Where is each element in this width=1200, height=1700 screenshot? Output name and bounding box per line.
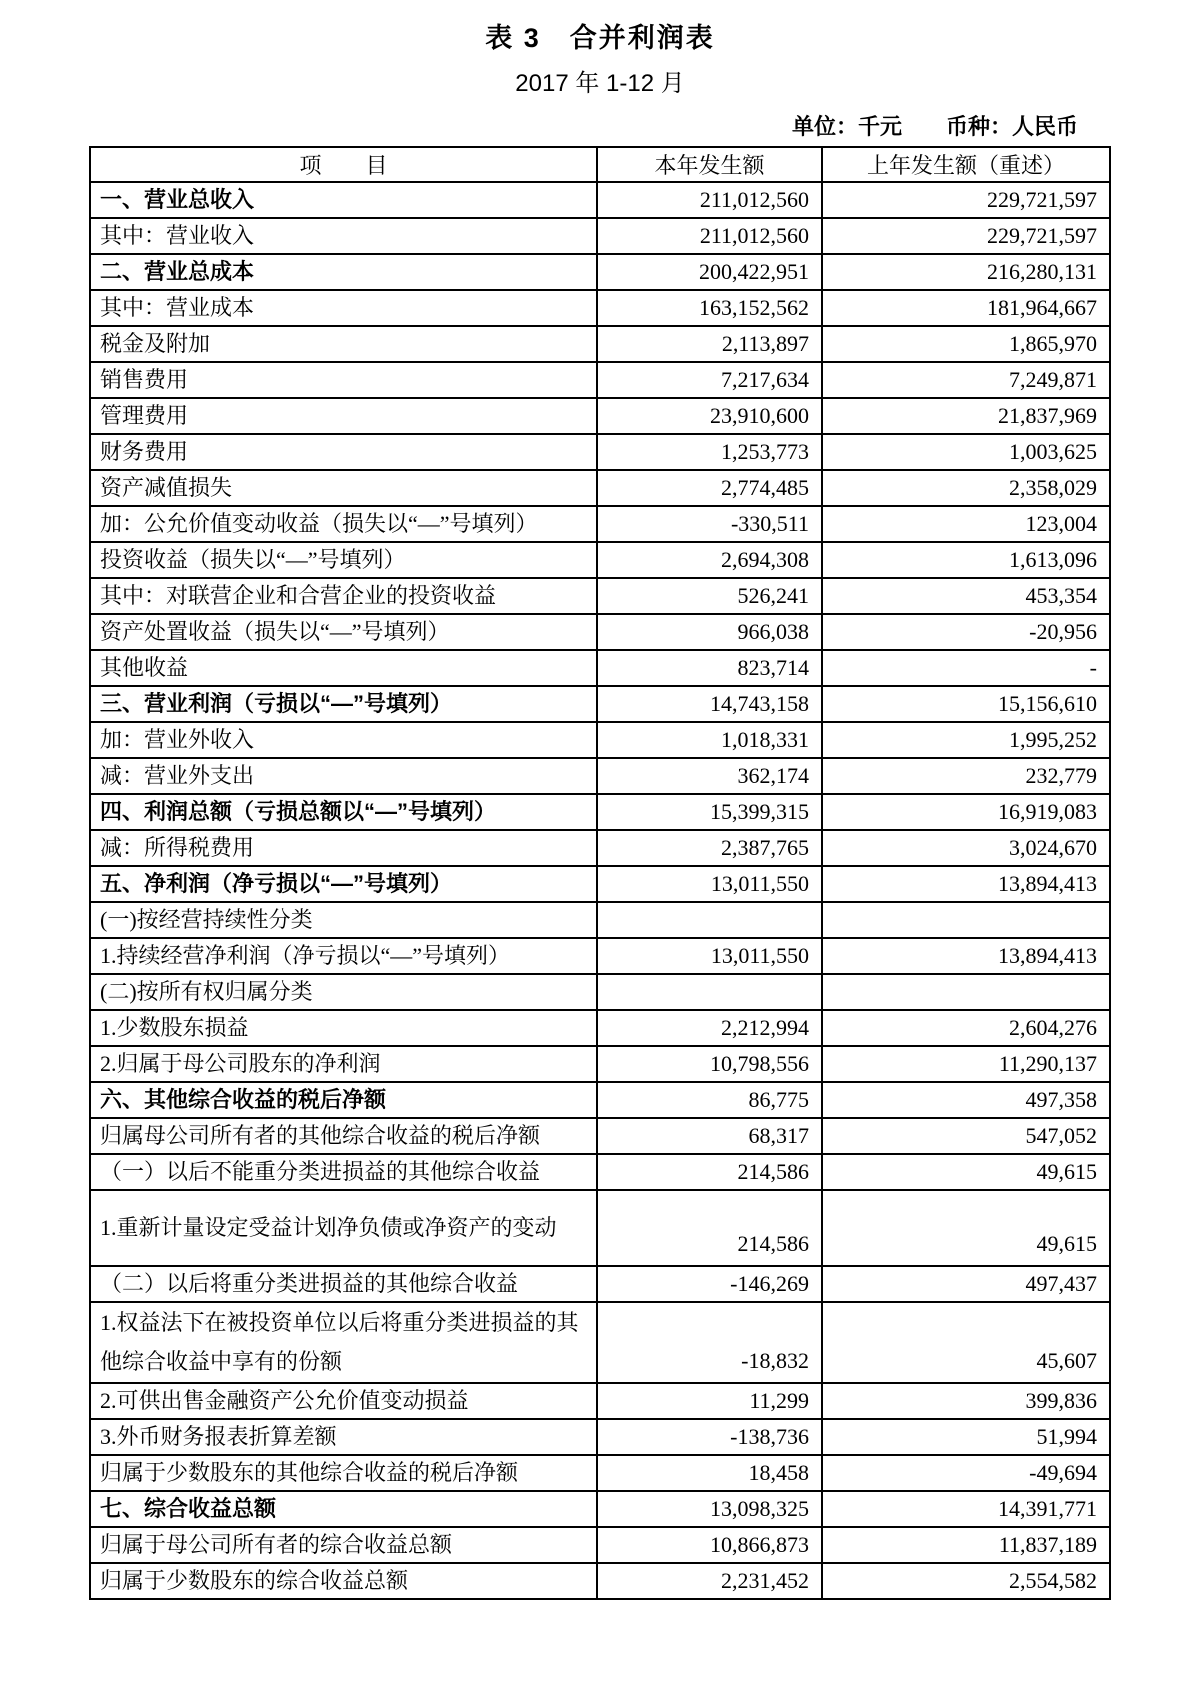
- table-row: [90, 1302, 1110, 1383]
- row-current-year-value: -138,736: [597, 1419, 822, 1455]
- table-row: [90, 1383, 1110, 1419]
- row-label: (一)按经营持续性分类: [90, 902, 597, 938]
- table-row: [90, 182, 1110, 218]
- table-row: [90, 650, 1110, 686]
- table-body: [90, 182, 1110, 1599]
- table-row: [90, 1455, 1110, 1491]
- row-prior-year-value: 2,554,582: [822, 1563, 1110, 1599]
- row-prior-year-value: 181,964,667: [822, 290, 1110, 326]
- row-prior-year-value: 13,894,413: [822, 938, 1110, 974]
- row-label: （二）以后将重分类进损益的其他综合收益: [90, 1266, 597, 1302]
- row-label: 2.归属于母公司股东的净利润: [90, 1046, 597, 1082]
- row-prior-year-value: 229,721,597: [822, 182, 1110, 218]
- table-row: [90, 362, 1110, 398]
- table-row: [90, 1190, 1110, 1266]
- row-label: 七、综合收益总额: [90, 1491, 597, 1527]
- table-row: [90, 974, 1110, 1010]
- row-current-year-value: 823,714: [597, 650, 822, 686]
- document-subtitle: 2017 年 1-12 月: [515, 70, 685, 97]
- document-title: 表 3 合并利润表: [485, 23, 715, 53]
- table-row: [90, 218, 1110, 254]
- table-row: [90, 1491, 1110, 1527]
- row-label: 资产减值损失: [90, 470, 597, 506]
- row-current-year-value: -18,832: [597, 1302, 822, 1383]
- row-label: 销售费用: [90, 362, 597, 398]
- row-prior-year-value: 232,779: [822, 758, 1110, 794]
- row-label: 1.重新计量设定受益计划净负债或净资产的变动: [90, 1190, 597, 1266]
- table-row: [90, 794, 1110, 830]
- row-label: 1.持续经营净利润（净亏损以“—”号填列）: [90, 938, 597, 974]
- row-current-year-value: -330,511: [597, 506, 822, 542]
- row-label: 1.权益法下在被投资单位以后将重分类进损益的其他综合收益中享有的份额: [90, 1302, 597, 1383]
- row-current-year-value: 11,299: [597, 1383, 822, 1419]
- row-prior-year-value: -49,694: [822, 1455, 1110, 1491]
- table-row: [90, 1118, 1110, 1154]
- table-row: [90, 470, 1110, 506]
- row-label: 归属于少数股东的其他综合收益的税后净额: [90, 1455, 597, 1491]
- row-label: 投资收益（损失以“—”号填列）: [90, 542, 597, 578]
- table-row: [90, 290, 1110, 326]
- row-prior-year-value: 453,354: [822, 578, 1110, 614]
- row-prior-year-value: 7,249,871: [822, 362, 1110, 398]
- row-current-year-value: 1,253,773: [597, 434, 822, 470]
- row-label: 3.外币财务报表折算差额: [90, 1419, 597, 1455]
- income-statement-table: [89, 146, 1111, 1600]
- row-current-year-value: [597, 902, 822, 938]
- table-row: [90, 1082, 1110, 1118]
- row-current-year-value: 163,152,562: [597, 290, 822, 326]
- row-prior-year-value: 51,994: [822, 1419, 1110, 1455]
- row-label: 其中：营业收入: [90, 218, 597, 254]
- table-row: [90, 1010, 1110, 1046]
- row-current-year-value: 2,231,452: [597, 1563, 822, 1599]
- row-label: 减：所得税费用: [90, 830, 597, 866]
- row-current-year-value: 7,217,634: [597, 362, 822, 398]
- row-prior-year-value: 21,837,969: [822, 398, 1110, 434]
- row-current-year-value: [597, 974, 822, 1010]
- row-current-year-value: 966,038: [597, 614, 822, 650]
- row-current-year-value: 15,399,315: [597, 794, 822, 830]
- row-label: 2.可供出售金融资产公允价值变动损益: [90, 1383, 597, 1419]
- row-label: 减：营业外支出: [90, 758, 597, 794]
- row-prior-year-value: 229,721,597: [822, 218, 1110, 254]
- row-prior-year-value: 1,995,252: [822, 722, 1110, 758]
- row-prior-year-value: 49,615: [822, 1190, 1110, 1266]
- row-current-year-value: 18,458: [597, 1455, 822, 1491]
- table-row: [90, 1419, 1110, 1455]
- column-header-item: 项 目: [90, 147, 597, 182]
- row-prior-year-value: 399,836: [822, 1383, 1110, 1419]
- row-label: 财务费用: [90, 434, 597, 470]
- row-current-year-value: 211,012,560: [597, 218, 822, 254]
- row-label: 加：营业外收入: [90, 722, 597, 758]
- table-row: [90, 398, 1110, 434]
- table-row: [90, 938, 1110, 974]
- column-header-prior-year: 上年发生额（重述）: [822, 147, 1110, 182]
- row-prior-year-value: 1,613,096: [822, 542, 1110, 578]
- table-row: [90, 1563, 1110, 1599]
- row-current-year-value: 2,113,897: [597, 326, 822, 362]
- row-current-year-value: 2,387,765: [597, 830, 822, 866]
- row-prior-year-value: [822, 902, 1110, 938]
- row-label: 管理费用: [90, 398, 597, 434]
- table-row: [90, 1046, 1110, 1082]
- table-row: [90, 722, 1110, 758]
- row-current-year-value: 2,774,485: [597, 470, 822, 506]
- row-prior-year-value: 15,156,610: [822, 686, 1110, 722]
- row-current-year-value: 86,775: [597, 1082, 822, 1118]
- row-prior-year-value: 14,391,771: [822, 1491, 1110, 1527]
- table-row: [90, 1266, 1110, 1302]
- table-header-row: [90, 147, 1110, 182]
- column-header-current-year: 本年发生额: [597, 147, 822, 182]
- row-current-year-value: 13,011,550: [597, 938, 822, 974]
- row-prior-year-value: 11,837,189: [822, 1527, 1110, 1563]
- table-row: [90, 866, 1110, 902]
- row-current-year-value: 10,866,873: [597, 1527, 822, 1563]
- row-current-year-value: 2,212,994: [597, 1010, 822, 1046]
- row-prior-year-value: 2,358,029: [822, 470, 1110, 506]
- table-row: [90, 578, 1110, 614]
- row-current-year-value: 211,012,560: [597, 182, 822, 218]
- table-row: [90, 614, 1110, 650]
- row-prior-year-value: 497,358: [822, 1082, 1110, 1118]
- row-current-year-value: 1,018,331: [597, 722, 822, 758]
- table-row: [90, 830, 1110, 866]
- row-prior-year-value: 123,004: [822, 506, 1110, 542]
- table-row: [90, 758, 1110, 794]
- row-label: 六、其他综合收益的税后净额: [90, 1082, 597, 1118]
- row-label: (二)按所有权归属分类: [90, 974, 597, 1010]
- table-row: [90, 542, 1110, 578]
- row-label: 三、营业利润（亏损以“—”号填列）: [90, 686, 597, 722]
- row-current-year-value: 14,743,158: [597, 686, 822, 722]
- table-row: [90, 254, 1110, 290]
- row-label: 1.少数股东损益: [90, 1010, 597, 1046]
- row-current-year-value: 214,586: [597, 1190, 822, 1266]
- table-row: [90, 326, 1110, 362]
- row-prior-year-value: 1,865,970: [822, 326, 1110, 362]
- row-prior-year-value: [822, 974, 1110, 1010]
- row-prior-year-value: 497,437: [822, 1266, 1110, 1302]
- row-prior-year-value: 547,052: [822, 1118, 1110, 1154]
- row-label: 归属母公司所有者的其他综合收益的税后净额: [90, 1118, 597, 1154]
- row-current-year-value: 23,910,600: [597, 398, 822, 434]
- table-row: [90, 1527, 1110, 1563]
- row-label: 二、营业总成本: [90, 254, 597, 290]
- row-label: 其他收益: [90, 650, 597, 686]
- table-row: [90, 902, 1110, 938]
- row-prior-year-value: 1,003,625: [822, 434, 1110, 470]
- row-current-year-value: -146,269: [597, 1266, 822, 1302]
- row-prior-year-value: 11,290,137: [822, 1046, 1110, 1082]
- row-prior-year-value: 45,607: [822, 1302, 1110, 1383]
- row-prior-year-value: 2,604,276: [822, 1010, 1110, 1046]
- row-label: 资产处置收益（损失以“—”号填列）: [90, 614, 597, 650]
- table-row: [90, 686, 1110, 722]
- row-prior-year-value: 13,894,413: [822, 866, 1110, 902]
- row-label: 其中：营业成本: [90, 290, 597, 326]
- row-current-year-value: 13,098,325: [597, 1491, 822, 1527]
- row-prior-year-value: -: [822, 650, 1110, 686]
- row-label: （一）以后不能重分类进损益的其他综合收益: [90, 1154, 597, 1190]
- table-row: [90, 1154, 1110, 1190]
- row-label: 加：公允价值变动收益（损失以“—”号填列）: [90, 506, 597, 542]
- row-current-year-value: 214,586: [597, 1154, 822, 1190]
- row-label: 一、营业总收入: [90, 182, 597, 218]
- row-label: 归属于少数股东的综合收益总额: [90, 1563, 597, 1599]
- row-prior-year-value: -20,956: [822, 614, 1110, 650]
- row-current-year-value: 2,694,308: [597, 542, 822, 578]
- row-current-year-value: 68,317: [597, 1118, 822, 1154]
- row-label: 四、利润总额（亏损总额以“—”号填列）: [90, 794, 597, 830]
- row-prior-year-value: 16,919,083: [822, 794, 1110, 830]
- table-row: [90, 506, 1110, 542]
- row-current-year-value: 526,241: [597, 578, 822, 614]
- unit-currency-note: 单位：千元 币种：人民币: [791, 114, 1078, 139]
- row-label: 税金及附加: [90, 326, 597, 362]
- row-prior-year-value: 3,024,670: [822, 830, 1110, 866]
- row-current-year-value: 362,174: [597, 758, 822, 794]
- row-label: 其中：对联营企业和合营企业的投资收益: [90, 578, 597, 614]
- row-current-year-value: 10,798,556: [597, 1046, 822, 1082]
- row-current-year-value: 200,422,951: [597, 254, 822, 290]
- row-current-year-value: 13,011,550: [597, 866, 822, 902]
- row-label: 五、净利润（净亏损以“—”号填列）: [90, 866, 597, 902]
- row-prior-year-value: 216,280,131: [822, 254, 1110, 290]
- row-label: 归属于母公司所有者的综合收益总额: [90, 1527, 597, 1563]
- row-prior-year-value: 49,615: [822, 1154, 1110, 1190]
- table-row: [90, 434, 1110, 470]
